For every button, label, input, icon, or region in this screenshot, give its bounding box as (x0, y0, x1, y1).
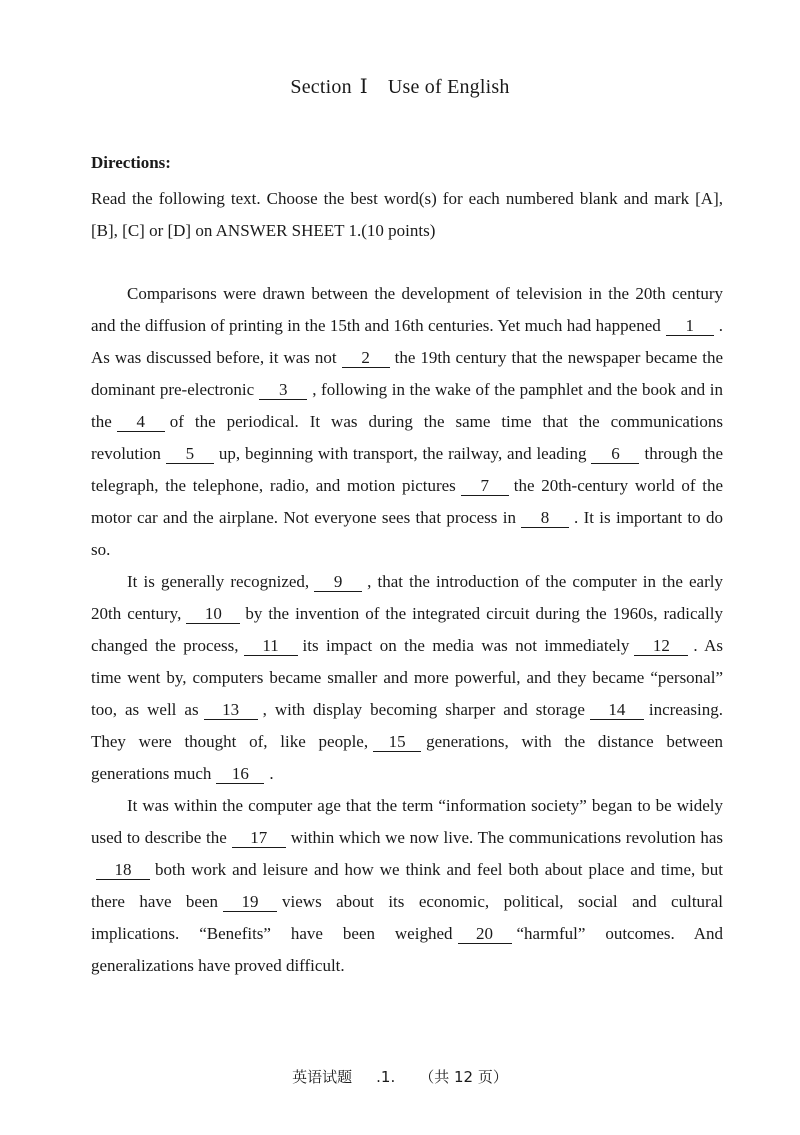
footer-total-pages: （共 12 页） (419, 1068, 508, 1086)
passage-text: , following in the wake of the pamphlet and the book and in the (91, 380, 723, 431)
passage-text: increasing. They were thought of, like people, (91, 700, 723, 751)
paragraph-1 (91, 278, 723, 566)
passage-text: . As was discussed before, it was not (91, 316, 723, 367)
directions-label: Directions: (91, 153, 171, 172)
blank-3: 3 (259, 381, 307, 400)
blank-17: 17 (232, 829, 286, 848)
blank-11: 11 (244, 637, 298, 656)
blank-6: 6 (591, 445, 639, 464)
page-footer (0, 1066, 800, 1087)
blank-16: 16 (216, 765, 264, 784)
blank-10: 10 (186, 605, 240, 624)
blank-2: 2 (342, 349, 390, 368)
footer-page-number: .1. (376, 1068, 396, 1086)
directions-text: Read the following text. Choose the best word(s) for each numbered blank and mark [A], [B], [C] or [D] on ANSWER SHEET 1.(10 points) (91, 189, 723, 240)
paragraph-2 (91, 566, 723, 790)
passage (91, 278, 723, 982)
passage-text: It was within the computer age that the term “information society” began to be widely used to describe the (91, 796, 723, 847)
blank-12: 12 (634, 637, 688, 656)
passage-text: It is generally recognized, (127, 572, 310, 591)
blank-18: 18 (96, 861, 150, 880)
passage-text: the 20th-century world of the motor car and the airplane. Not everyone sees that process in (91, 476, 724, 527)
blank-19: 19 (223, 893, 277, 912)
passage-text: , with display becoming sharper and storage (262, 700, 585, 719)
passage-text: through the telegraph, the telephone, radio, and motion pictures (91, 444, 723, 495)
passage-text: of the periodical. It was during the same time that the communications revolution (91, 412, 723, 463)
passage-text: the 19th century that the newspaper became the dominant pre-electronic (91, 348, 724, 399)
blank-8: 8 (521, 509, 569, 528)
passage-text: up, beginning with transport, the railway, and leading (218, 444, 587, 463)
passage-text: within which we now live. The communications revolution has (290, 828, 723, 847)
blank-14: 14 (590, 701, 644, 720)
passage-text: , that the introduction of the computer in the early 20th century, (91, 572, 723, 623)
blank-15: 15 (373, 733, 421, 752)
blank-7: 7 (461, 477, 509, 496)
blank-20: 20 (458, 925, 512, 944)
blank-13: 13 (204, 701, 258, 720)
passage-text: views about its economic, political, social and cultural implications. “Benefits” have been weighed (91, 892, 723, 943)
section-heading: Use of English (387, 76, 510, 98)
passage-text: both work and leisure and how we think and feel both about place and time, but there have been (91, 860, 723, 911)
passage-text: its impact on the media was not immediately (302, 636, 630, 655)
section-title (0, 74, 800, 99)
passage-text: . It is important to do so. (91, 508, 723, 559)
passage-text: “harmful” outcomes. And generalizations have proved difficult. (91, 924, 723, 975)
blank-1: 1 (666, 317, 714, 336)
section-word: Section (290, 76, 352, 98)
paragraph-3 (91, 790, 723, 982)
passage-text: generations, with the distance between generations much (91, 732, 724, 783)
blank-4: 4 (117, 413, 165, 432)
passage-text: Comparisons were drawn between the development of television in the 20th century and the diffusion of printing in the 15th and 16th centuries. Yet much had happened (91, 284, 723, 335)
blank-5: 5 (166, 445, 214, 464)
passage-text: . (269, 764, 274, 783)
passage-text: by the invention of the integrated circuit during the 1960s, radically changed the process, (91, 604, 723, 655)
footer-subject: 英语试题 (292, 1068, 353, 1086)
blank-9: 9 (314, 573, 362, 592)
section-numeral: Ⅰ (359, 76, 368, 98)
passage-text: . As time went by, computers became smaller and more powerful, and they became “personal” too, as well as (91, 636, 723, 719)
